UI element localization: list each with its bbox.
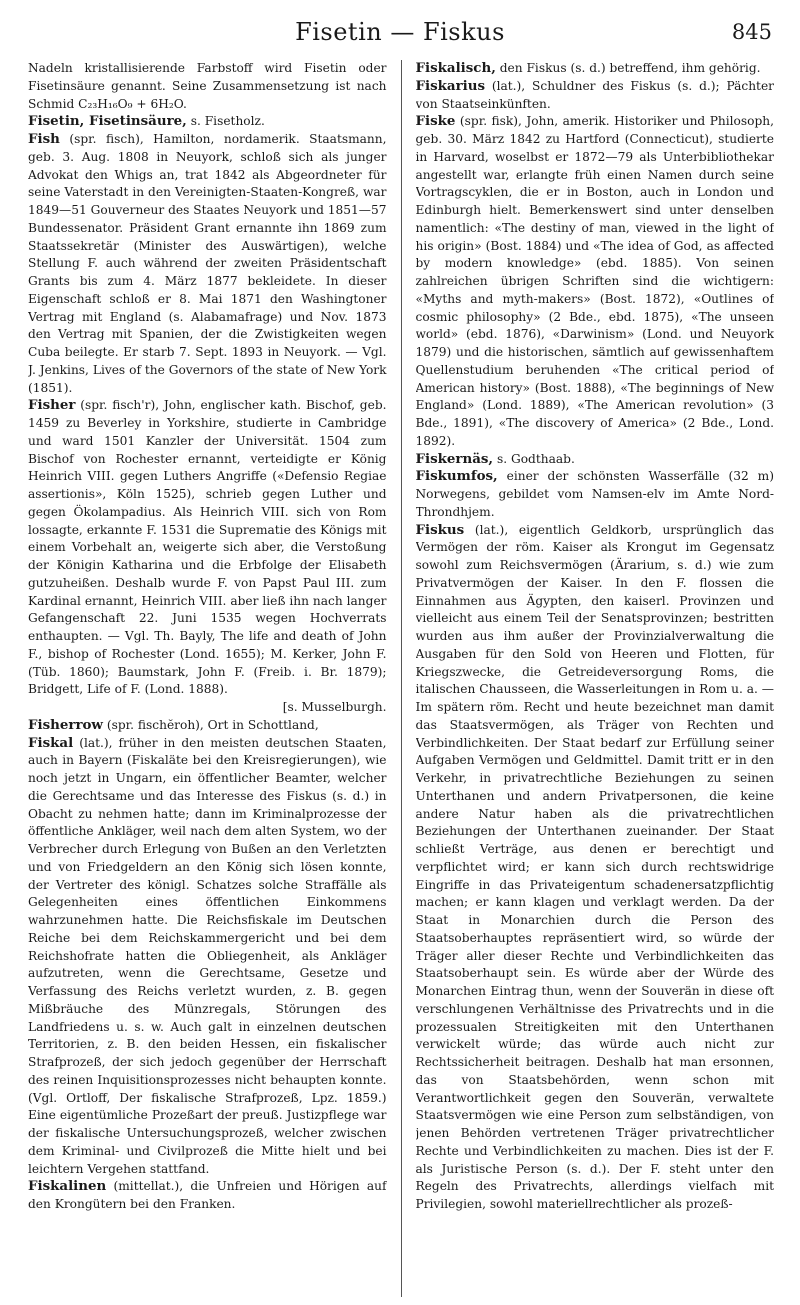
entry-continuation — [28, 60, 387, 113]
entry-fish — [28, 131, 387, 397]
entry-headword: Fiske — [415, 113, 456, 130]
entry-body: (spr. fisk), John, amerik. Historiker und Philosoph, geb. 30. März 1842 zu Hartford (Connecticut), studierte in Harvard, woselbst er 1872—79 als Unterbibliothekar angestellt war, erlangte früh einen Namen durch seine Vortragscyklen, die er in Boston, auch in London und Edinburgh hielt. Bemerkenswert sind unter denselben namentlich: «The destiny of man, viewed in the light of his origin» (Bost. 1884) und «The idea of God, as affected by modern knowledge» (ebd. 1885). Von seinen zahlreichen übrigen Schriften sind die wichtigern: «Myths and myth-makers» (Bost. 1872), «Outlines of cosmic philosophy» (2 Bde., ebd. 1875), «The unseen world» (ebd. 1876), «Darwinism» (Lond. und Neuyork 1879) und die historischen, sämtlich auf gewissenhaftem Quellenstudium beruhenden «The critical period of American history» (Bost. 1888), «The beginnings of New England» (Lond. 1889), «The American revolution» (3 Bde., 1891), «The discovery of America» (2 Bde., Lond. 1892). — [415, 114, 774, 448]
entry-body: (lat.), früher in den meisten deutschen Staaten, auch in Bayern (Fiskaläte bei den Kreisregierungen), wie noch jetzt in Ungarn, ein öffentlicher Beamter, welcher die Gerechtsame und das Interesse des Fiskus (s. d.) in Obacht zu nehmen hatte; dann im Kriminalprozesse der öffentliche Ankläger, weil nach dem alten System, wo der Verbrecher durch Erlegung von Bußen an den Verletzten und von Friedgeldern an den König sich lösen konnte, der Vertreter des königl. Schatzes solche Straffälle als Gelegenheiten eines öffentlichen Einkommens wahrzunehmen hatte. Die Reichsfiskale im Deutschen Reiche bei dem Reichskammergericht und bei dem Reichshofrate hatten die Obliegenheit, als Ankläger aufzutreten, wenn die Gerechtsame, Gesetze und Verfassung des Reichs verletzt wurden, z. B. gegen Mißbräuche des Münzregals, Störungen des Landfriedens u. s. w. Auch galt in einzelnen deutschen Territorien, z. B. den beiden Hessen, ein fiskalischer Strafprozeß, der sich jedoch gegenüber der Herrschaft des reinen Inquisitionsprozesses nicht behaupten konnte. (Vgl. Ortloff, Der fiskalische Strafprozeß, Lpz. 1859.) Eine eigentümliche Prozeßart der preuß. Justizpflege war der fiskalische Untersuchungsprozeß, welcher zwischen dem Kriminal- und Civilprozeß die Mitte hielt und bei leichtern Vergehen stattfand. — [28, 735, 387, 1176]
right-column — [416, 60, 775, 1297]
entry-headword: Fiskus — [415, 521, 465, 538]
running-title: Fisetin — Fiskus — [295, 18, 505, 46]
entry-fiskumfos — [416, 468, 775, 521]
entry-headword: Fiskumfos, — [415, 468, 498, 485]
entry-body: den Fiskus (s. d.) betreffend, ihm gehörig. — [495, 61, 761, 75]
entry-headword: Fisher — [28, 397, 76, 414]
entry-body: (spr. fischĕroh), Ort in Schottland, — [102, 717, 319, 732]
entry-headword: Fiskalinen — [28, 1178, 107, 1195]
entry-body: (spr. fisch), Hamilton, nordamerik. Staatsmann, geb. 3. Aug. 1808 in Neuyork, schloß sich als junger Advokat den Whigs an, trat 1842 als Abgeordneter für seine Vaterstadt in den Vereinigten-Staaten-Kongreß, war 1849—51 Gouverneur des Staates Neuyork und 1851—57 Bundessenator. Präsident Grant ernannte ihn 1869 zum Staatssekretär (Minister des Auswärtigen), welche Stellung F. auch während der zweiten Präsidentschaft Grants bis zum 4. März 1877 bekleidete. In dieser Eigenschaft schloß er 8. Mai 1871 den Washingtoner Vertrag mit England (s. Alabamafrage) und Nov. 1873 den Vertrag mit Spanien, der die Zwistigkeiten wegen Cuba beilegte. Er starb 7. Sept. 1893 in Neuyork. — Vgl. J. Jenkins, Lives of the Governors of the state of New York (1851). — [28, 132, 387, 395]
entry-headword: Fisherrow — [28, 716, 103, 733]
entry-fiskarius — [416, 78, 775, 114]
cross-reference-note: [s. Musselburgh. — [282, 700, 387, 714]
entry-headword: Fiskernäs, — [415, 450, 494, 467]
entry-headword: Fisetin, Fisetinsäure, — [28, 113, 187, 130]
entry-body: s. Fisetholz. — [186, 114, 265, 129]
entry-headword: Fish — [28, 131, 60, 147]
entry-headword: Fiskalisch, — [415, 60, 496, 76]
entry-body: (lat.), Schuldner des Fiskus (s. d.); Pächter von Staatseinkünften. — [415, 78, 774, 111]
entry-fiskus — [416, 522, 775, 1214]
entry-fiskalinen — [28, 1178, 387, 1214]
entry-body: (lat.), eigentlich Geldkorb, ursprünglich das Vermögen der röm. Kaiser als Krongut im Gegensatz sowohl zum Reichsvermögen (Ärarium, s. d.) wie zum Privatvermögen der Kaiser. In den F. flossen die Einnahmen aus Ägypten, den kaiserl. Provinzen und vielleicht aus einem Teil der Senatsprovinzen; bestritten wurden aus ihm außer der Provinzialverwaltung die Ausgaben für den Sold von Heeren und Flotten, für Kriegszwecke, die Getreideversorgung Roms, die italischen Chausseen, die Wasserleitungen in Rom u. a. — Im spätern röm. Recht und heute bezeichnet man damit das Staatsvermögen, als Träger von Rechten und Verbindlichkeiten. Der Staat bedarf zur Erfüllung seiner Aufgaben Vermögen und Geldmittel. Damit tritt er in den Verkehr, in privatrechtliche Beziehungen zu seinen Unterthanen und andern Privatpersonen, die keine andere Natur haben als die privatrechtlichen Beziehungen der Unterthanen zueinander. Der Staat schließt Verträge, aus denen er berechtigt und verpflichtet wird; er kann sich durch rechtswidrige Eingriffe in das Privateigentum schadenersatzpflichtig machen; er kann klagen und verklagt werden. Da der Staat in Monarchien durch die Person des Staatsoberhauptes repräsentiert wird, so würde der Träger aller dieser Rechte und Verbindlichkeiten das Staatsoberhaupt sein. Es würde aber der Würde des Monarchen Eintrag thun, wenn der Souverän in diese oft verschlungenen Verhältnisse des Privatrechts und in die prozessualen Streitigkeiten mit den Unterthanen verwickelt würde; das würde auch nicht zur Rechtssicherheit beitragen. Deshalb hat man ersonnen, das von Staatsbehörden, wenn schon mit Verantwortlichkeit gegen den Souverän, verwaltete Staatsvermögen wie eine Person zum selbständigen, von jenen Behörden vertretenen Träger privatrechtlicher Rechte und Verbindlichkeiten zu machen. Dies ist der F. als Juristische Person (s. d.). Der F. steht unter den Regeln des Privatrechts, allerdings vielfach mit Privilegien, sowohl materiellrechtlicher als prozeß- — [415, 522, 774, 1211]
entry-body: Nadeln kristallisierende Farbstoff wird Fisetin oder Fisetinsäure genannt. Seine Zusammensetzung ist nach Schmid C₂₃H₁₆O₉ + 6H₂O. — [28, 61, 387, 111]
entry-body: (spr. fisch'r), John, englischer kath. Bischof, geb. 1459 zu Beverley in Yorkshire, studierte in Cambridge und ward 1501 Kanzler der Universität. 1504 zum Bischof von Rochester ernannt, verteidigte er König Heinrich VIII. gegen Luthers Angriffe («Defensio Regiae assertionis», Köln 1525), schrieb gegen Luther und gegen Ökolampadius. Als Heinrich VIII. sich von Rom lossagte, erkannte F. 1531 die Suprematie des Königs mit einem Vorbehalt an, weigerte sich aber, die Verstoßung der Königin Katharina und die Erbfolge der Elisabeth gutzuheißen. Deshalb wurde F. von Papst Paul III. zum Kardinal ernannt, Heinrich VIII. aber ließ ihn nach langer Gefangenschaft 22. Juni 1535 wegen Hochverrats enthaupten. — Vgl. Th. Bayly, The life and death of John F., bishop of Rochester (Lond. 1655); M. Kerker, John F. (Tüb. 1860); Baumstark, John F. (Freib. i. Br. 1879); Bridgett, Life of F. (Lond. 1888). — [28, 398, 387, 697]
entry-headword: Fiskarius — [415, 77, 486, 94]
entry-body: s. Godthaab. — [493, 451, 575, 466]
page-header — [28, 18, 772, 52]
entry-fisetin — [28, 113, 387, 131]
entry-headword: Fiskal — [28, 734, 74, 751]
entry-fisherrow — [28, 717, 387, 735]
entry-fiskal — [28, 735, 387, 1179]
entry-fiske — [416, 113, 775, 450]
column-divider — [401, 60, 402, 1297]
entry-body: (mittellat.), die Unfreien und Hörigen auf den Krongütern bei den Franken. — [28, 1179, 387, 1211]
entry-fiskalisch — [416, 60, 775, 78]
left-column — [28, 60, 387, 1297]
page-number: 845 — [731, 20, 772, 44]
entry-fisher — [28, 397, 387, 717]
two-column-body — [28, 60, 774, 1297]
entry-body: einer der schönsten Wasserfälle (32 m) Norwegens, gebildet vom Namsen-elv im Amte Nord-Throndhjem. — [415, 469, 774, 519]
entry-fiskernaes — [416, 451, 775, 469]
